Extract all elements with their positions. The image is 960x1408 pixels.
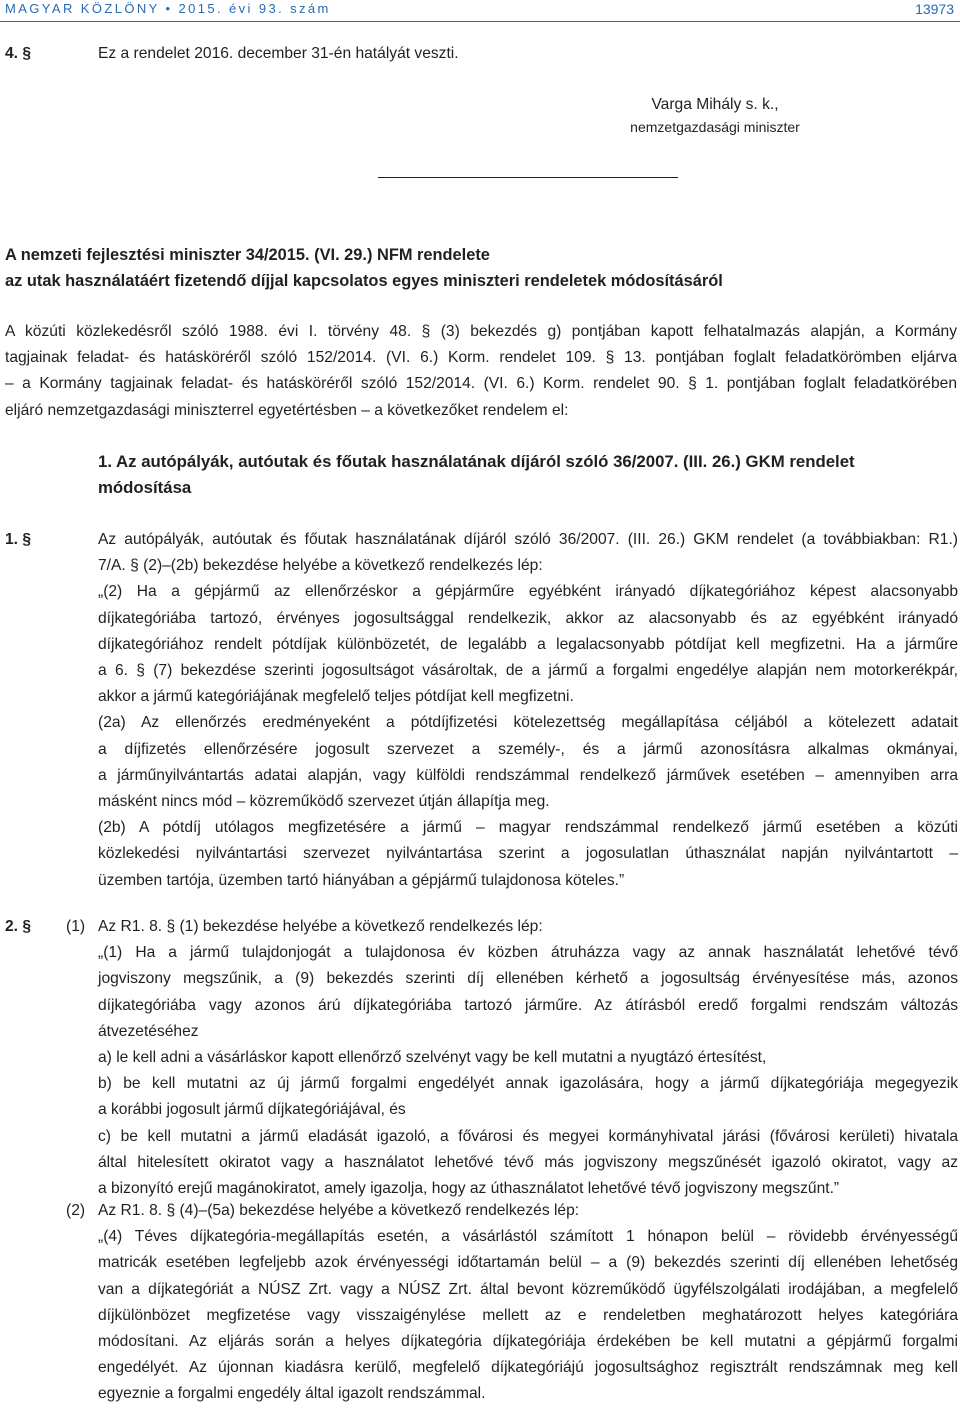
text-line: egyeznie a forgalmi engedély által igazolt rendszámmal.	[98, 1385, 486, 1403]
chapter-heading-line-1: 1. Az autópályák, autóutak és főutak használatának díjáról szóló 36/2007. (III. 26.) GKM rendelet	[98, 452, 855, 471]
text-line: „(2) Ha a gépjármű az ellenőrzéskor a gépjárműre egyébként irányadó díjkategóriához képest alacsonyabb	[98, 583, 958, 601]
section-1-body	[98, 527, 958, 894]
section-1-number: 1. §	[5, 531, 32, 548]
header-divider	[0, 21, 960, 22]
text-line: díjkategóriához rendelt pótdíjak különbözetét, de legalább a legalacsonyabb pótdíjat kell megfizetni. Ha a járműre	[98, 635, 958, 653]
text-line: a bizonyító erejű magánokiratot, amely igazolja, hogy az úthasználatot lehetővé tévő jogviszony megszűnt.”	[98, 1180, 840, 1198]
text-line: engedélyét. Az újonnan kiadásra kerülő, megfelelő díjkategóriájú jogosultsághoz regisztrált rendszámnak meg kell	[98, 1359, 958, 1377]
page-number: 13973	[915, 1, 954, 17]
text-line: a 6. § (7) bekezdése szerinti jogosultságot vásároltak, de a jármű a forgalmi engedélye alapján nem motorkerékpár,	[98, 662, 958, 680]
decree-title-line-2: az utak használatáért fizetendő díjjal kapcsolatos egyes miniszteri rendeletek módosításáról	[5, 272, 723, 290]
text-line: a korábbi jogosult jármű díjkategóriájával, és	[98, 1101, 406, 1119]
preamble-line: eljáró nemzetgazdasági miniszterrel egyetértésben – a következőket rendelem el:	[5, 401, 569, 419]
text-line: díjkategóriába tartozó, érvényes jogosultsággal rendelkezik, akkor az alacsonyabb és az egyébként irányadó	[98, 609, 958, 627]
signature-name: Varga Mihály s. k.,	[651, 96, 779, 113]
decree-title-line-1: A nemzeti fejlesztési miniszter 34/2015. (VI. 29.) NFM rendelete	[5, 246, 490, 264]
text-line: „(4) Téves díjkategória-megállapítás esetén, a vásárlástól számított 1 hónapon belül – rövidebb érvényességű	[98, 1228, 958, 1246]
text-line: (2b) A pótdíj utólagos megfizetésére a jármű – magyar rendszámmal rendelkező jármű esetében a közúti	[98, 819, 958, 837]
chapter-heading-line-2: módosítása	[98, 478, 192, 497]
preamble-line: tagjainak feladat- és hatásköréről szóló 152/2014. (VI. 6.) Korm. rendelet 109. § 13. pontjában foglalt feladatkörömben eljárva	[5, 349, 957, 367]
text-line: Az autópályák, autóutak és főutak használatának díjáról szóló 36/2007. (III. 26.) GKM rendelet (a továbbiakban: R1.)	[98, 531, 958, 548]
text-line: b) be kell mutatni az új jármű forgalmi engedélyét annak igazolására, hogy a jármű díjkategóriája megegyezik	[98, 1075, 958, 1093]
signature-title: nemzetgazdasági miniszter	[630, 119, 800, 135]
text-line: Az R1. 8. § (1) bekezdése helyébe a következő rendelkezés lép:	[98, 918, 543, 935]
preamble-line: A közúti közlekedésről szóló 1988. évi I. törvény 48. § (3) bekezdés g) pontjában kapott felhatalmazás alapján, a Kormány	[5, 323, 957, 340]
text-line: a járműnyilvántartás adatai alapján, vagy külföldi rendszámmal rendelkező járművek esetében – amennyiben arra	[98, 766, 958, 784]
text-line: 7/A. § (2)–(2b) bekezdése helyébe a következő rendelkezés lép:	[98, 557, 543, 575]
text-line: a díjfizetés ellenőrzésére jogosult szervezet a személy-, és a jármű azonosításra alkalmas okmányai,	[98, 740, 958, 758]
page-header	[0, 0, 960, 20]
text-line: Az R1. 8. § (4)–(5a) bekezdése helyébe a következő rendelkezés lép:	[98, 1202, 580, 1219]
subsection-1-number: (1)	[66, 918, 86, 935]
section-2-number: 2. §	[5, 918, 32, 935]
separator-line	[378, 177, 678, 178]
text-line: matricák esetében legfeljebb azok érvényességi időtartamán belül – a (9) bekezdés szerinti díj ellenében lehetőség	[98, 1254, 958, 1272]
text-line: „(1) Ha a jármű tulajdonjogát a tulajdonosa év közben átruházza vagy az annak használatát lehetővé tévő	[98, 944, 958, 962]
section-text: Ez a rendelet 2016. december 31-én hatályát veszti.	[98, 45, 459, 62]
text-line: díjkülönbözet megfizetése vagy visszaigénylése mellett az e rendeletben meghatározott helyes kategóriára	[98, 1306, 958, 1324]
text-line: másként nincs mód – közreműködő szervezet útján állapítja meg.	[98, 793, 550, 811]
section-2-subsection-1	[98, 914, 958, 1202]
section-2-subsection-2	[98, 1198, 958, 1408]
text-line: a) le kell adni a vásárláskor kapott ellenőrző szelvényt vagy be kell mutatni a nyugtázó értesítést,	[98, 1049, 767, 1067]
text-line: közlekedési nyilvántartási szervezet nyilvántartása szerint a jogosulatlan úthasználat napján nyilvántartott –	[98, 845, 958, 863]
text-line: díjkategóriába vagy azonos árú díjkategóriába tartozó járműre. Az átírásból eredő forgalmi rendszám változás	[98, 996, 958, 1014]
section-number: 4. §	[5, 45, 32, 62]
subsection-2-number: (2)	[66, 1202, 86, 1219]
text-line: akkor a jármű kategóriájának megfelelő teljes pótdíjat kell megfizetni.	[98, 688, 574, 706]
preamble-line: – a Kormány tagjainak feladat- és hatásköréről szóló 152/2014. (VI. 6.) Korm. rendelet 90. § 1. pontjában foglalt feladatkörében	[5, 375, 957, 393]
text-line: (2a) Az ellenőrzés eredményeként a pótdíjfizetési kötelezettség megállapítása céljából a kötelezett adatait	[98, 714, 958, 732]
text-line: jogviszony megszűnik, a (9) bekezdés szerinti díj ellenében kérhető a jogosultság érvényesítése más, azonos	[98, 970, 958, 988]
text-line: c) be kell mutatni a jármű eladását igazoló, a fővárosi és megyei kormányhivatal járási (fővárosi kerületi) hivatala	[98, 1127, 958, 1145]
preamble	[5, 319, 957, 424]
text-line: üzemben tartója, üzemben tartó hiányában a gépjármű tulajdonosa köteles.”	[98, 871, 625, 889]
text-line: által hitelesített okiratot vagy a használatot lehetővé tévő más jogviszony megszűnését igazoló okiratot, vagy az	[98, 1153, 958, 1171]
journal-title: MAGYAR KÖZLÖNY • 2015. évi 93. szám	[5, 1, 331, 16]
text-line: módosítani. Az eljárás során a helyes díjkategória díjkategóriája érdekében be kell mutatni a gépjármű forgalmi	[98, 1333, 958, 1351]
text-line: van a díjkategóriát a NÚSZ Zrt. vagy a NÚSZ Zrt. által bevont közreműködő ügyfélszolgálati irodájában, a megfelelő	[98, 1280, 958, 1298]
text-line: átvezetéséhez	[98, 1022, 199, 1040]
